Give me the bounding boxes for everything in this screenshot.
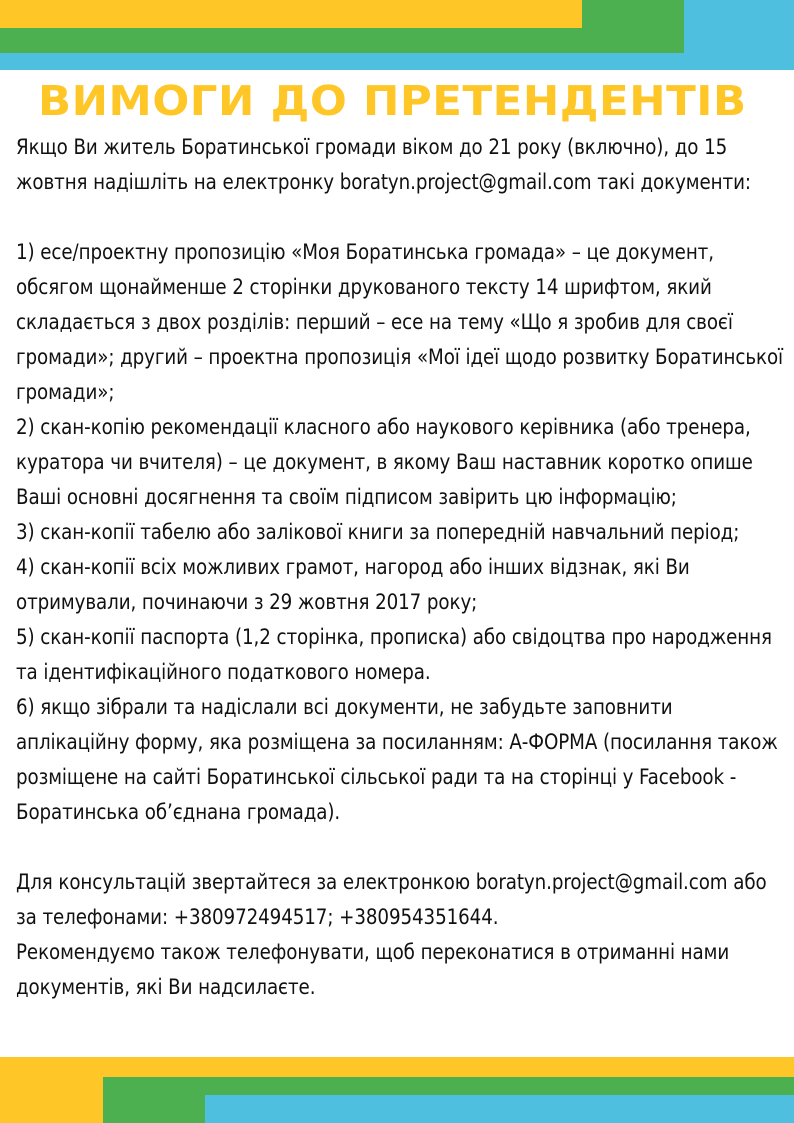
requirement-item-6: 6) якщо зібрали та надіслали всі документи, не забудьте заповнити аплікаційну форму, яка розміщена за посиланням: А-ФОРМА (посилання також розміщене на сайті Боратинської сільської ради та на сторінці у Facebook - Боратинська об’єднана громада). — [16, 695, 778, 825]
top-yellow-band — [0, 0, 582, 28]
contact-paragraph: Для консультацій звертайтеся за електронкою boratyn.project@gmail.com або за телефонами: +380972494517; +380954351644. — [16, 870, 767, 930]
confirmation-paragraph: Рекомендуємо також телефонувати, щоб переконатися в отриманні нами документів, які Ви надсилаєте. — [16, 940, 730, 1000]
requirement-item-3: 3) скан-копії табелю або залікової книги за попередній навчальний період; — [16, 520, 740, 545]
intro-paragraph: Якщо Ви житель Боратинської громади віком до 21 року (включно), до 15 жовтня надішліть на електронку boratyn.project@gmail.com такі документи: — [16, 135, 751, 195]
poster-body — [16, 130, 789, 1005]
requirement-item-1: 1) есе/проектну пропозицію «Моя Боратинська громада» – це документ, обсягом щонайменше 2 сторінки друкованого тексту 14 шрифтом, який складається з двох розділів: перший – есе на тему «Що я зробив для своєї громади»; другий – проектна пропозиція «Мої ідеї щодо розвитку Боратинської громади»; — [16, 240, 784, 405]
requirement-item-2: 2) скан-копію рекомендації класного або наукового керівника (або тренера, куратора чи вчителя) – це документ, в якому Ваш наставник коротко опише Ваші основні досягнення та своїм підписом завірить цю інформацію; — [16, 415, 753, 510]
poster-content — [0, 70, 794, 1005]
bottom-blue-band — [205, 1095, 794, 1123]
page-title: ВИМОГИ ДО ПРЕТЕНДЕНТІВ — [38, 77, 747, 125]
requirement-item-5: 5) скан-копії паспорта (1,2 сторінка, прописка) або свідоцтва про народження та ідентифікаційного податкового номера. — [16, 625, 772, 685]
paragraph-spacer — [16, 200, 789, 235]
footer-spacer — [16, 830, 789, 865]
requirement-item-4: 4) скан-копії всіх можливих грамот, нагород або інших відзнак, які Ви отримували, починаючи з 29 жовтня 2017 року; — [16, 555, 690, 615]
